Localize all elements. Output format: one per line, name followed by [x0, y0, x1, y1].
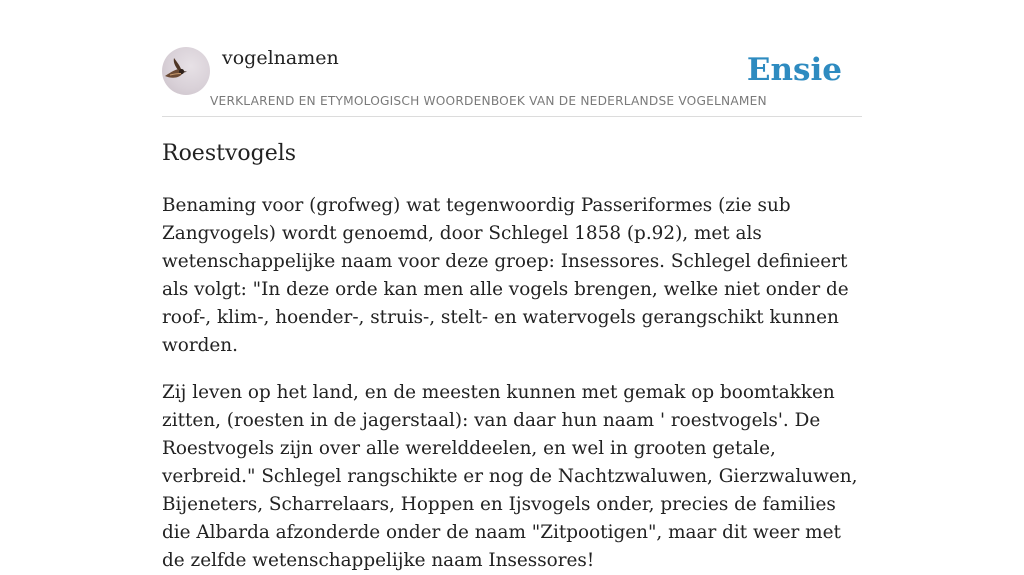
- site-subtitle: VERKLAREND EN ETYMOLOGISCH WOORDENBOEK VAN DE NEDERLANDSE VOGELNAMEN: [210, 94, 767, 108]
- article-paragraph: Zij leven op het land, en de meesten kunnen met gemak op boomtakken zitten, (roesten in de jagerstaal): van daar hun naam ' roestvogels'. De Roestvogels zijn over alle werelddeelen, en wel in grooten getale, verbreid." Schlegel rangschikte er nog de Nachtzwaluwen, Gierzwaluwen, Bijeneters, Scharrelaars, Hoppen en Ijsvogels onder, precies de families die Albarda afzonderde onder de naam "Zitpootigen", maar dit weer met de zelfde wetenschappelijke naam Insessores!: [162, 382, 858, 571]
- site-name-link[interactable]: vogelnamen: [222, 47, 339, 69]
- site-header: [162, 0, 862, 117]
- ensie-logo-link[interactable]: Ensie: [746, 52, 842, 88]
- article: [162, 138, 862, 575]
- article-title: Roestvogels: [162, 141, 297, 166]
- article-paragraph: Benaming voor (grofweg) wat tegenwoordig Passeriformes (zie sub Zangvogels) wordt genoemd, door Schlegel 1858 (p.92), met als wetenschappelijke naam voor deze groep: Insessores. Schlegel definieert als volgt: "In deze orde kan men alle vogels brengen, welke niet onder de roof-, klim-, hoender-, struis-, stelt- en watervogels gerangschikt kunnen worden.: [162, 195, 849, 356]
- bird-avatar-icon[interactable]: [162, 47, 210, 95]
